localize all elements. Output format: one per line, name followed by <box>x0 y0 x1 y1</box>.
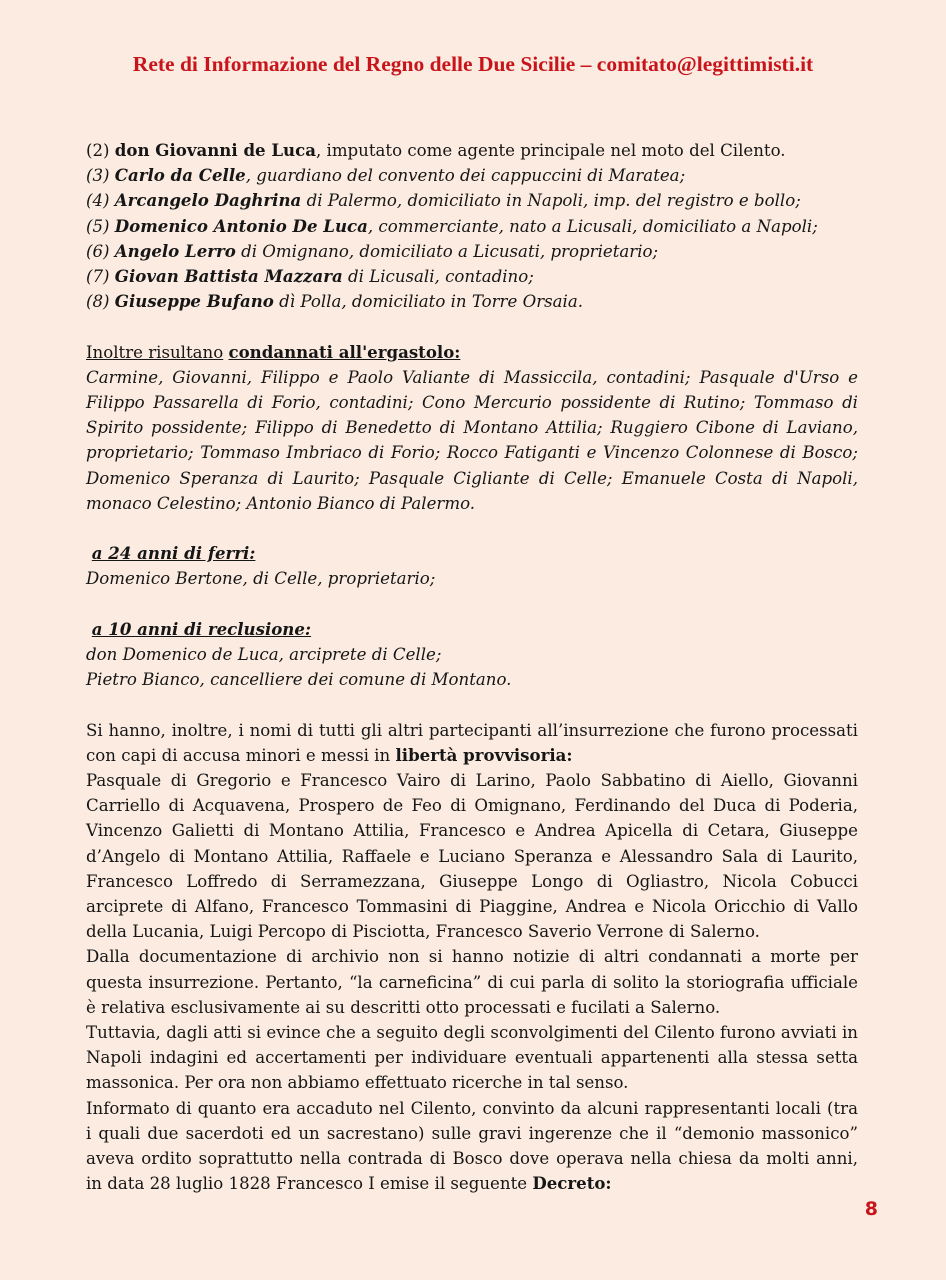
paragraph-decreto-text: Informato di quanto era accaduto nel Cilento, convinto da alcuni rappresentanti locali (tra i quali due sacerdoti ed un sacrestano) sulle gravi ingerenze che il “demonio massonico” aveva ordito soprattutto nella contrada di Bosco dove operava nella chiesa da molti anni, in data 28 luglio 1828 Francesco I emise il seguente <box>86 1098 858 1194</box>
ferri-heading <box>86 541 858 566</box>
paragraph-names: Pasquale di Gregorio e Francesco Vairo di Larino, Paolo Sabbatino di Aiello, Giovanni Carriello di Acquavena, Prospero de Feo di Omignano, Ferdinando del Duca di Poderia, Vincenzo Galietti di Montano Attilia, Francesco e Andrea Apicella di Cetara, Giuseppe d’Angelo di Montano Attilia, Raffaele e Luciano Speranza e Alessandro Sala di Laurito, Francesco Loffredo di Serramezzana, Giuseppe Longo di Ogliastro, Nicola Cobucci arciprete di Alfano, Francesco Tommasini di Piaggine, Andrea e Nicola Oricchio di Vallo della Lucania, Luigi Percopo di Pisciotta, Francesco Saverio Verrone di Salerno. <box>86 771 858 942</box>
person-desc: di Licusali, contadino; <box>342 267 534 287</box>
person-name: Giovan Battista Mazzara <box>114 266 343 287</box>
list-item-8 <box>86 289 858 314</box>
reclusione-heading <box>86 617 858 642</box>
reclusione-line-1: don Domenico de Luca, arciprete di Celle; <box>86 645 442 665</box>
person-desc: , imputato come agente principale nel moto del Cilento. <box>315 141 786 160</box>
list-item-3 <box>86 163 858 188</box>
paragraph-decreto <box>86 1096 858 1197</box>
item-number: (7) <box>86 267 115 287</box>
person-desc: di Palermo, domiciliato in Napoli, imp. del registro e bollo; <box>301 191 801 211</box>
item-number: (4) <box>86 191 115 211</box>
person-name: don Giovanni de Luca <box>114 140 316 160</box>
ferri-list: Domenico Bertone, di Celle, proprietario; <box>86 569 436 589</box>
page-header: Rete di Informazione del Regno delle Due Sicilie – comitato@legittimisti.it <box>132 52 814 76</box>
ergastolo-list: Carmine, Giovanni, Filippo e Paolo Valiante di Massiccila, contadini; Pasquale d'Urso e Filippo Passarella di Forio, contadini; Cono Mercurio possidente di Rutino; Tommaso di Spirito possidente; Filippo di Benedetto di Montano Attilia; Ruggiero Cibone di Laviano, proprietario; Tommaso Imbriaco di Forio; Rocco Fatiganti e Vincenzo Colonnese di Bosco; Domenico Speranza di Laurito; Pasquale Cigliante di Celle; Emanuele Costa di Napoli, monaco Celestino; Antonio Bianco di Palermo. <box>86 367 858 513</box>
list-item-5 <box>86 214 858 239</box>
paragraph-liberta <box>86 718 858 768</box>
list-item-4 <box>86 188 858 213</box>
ergastolo-heading <box>86 340 858 365</box>
item-number: (6) <box>86 241 115 261</box>
list-item-7 <box>86 264 858 289</box>
person-desc: dì Polla, domiciliato in Torre Orsaia. <box>273 292 584 312</box>
paragraph-archivio: Dalla documentazione di archivio non si hanno notizie di altri condannati a morte per questa insurrezione. Pertanto, “la carneficina” di cui parla di solito la storiografia ufficiale è relativa esclusivamente ai su descritti otto processati e fucilati a Salerno. <box>86 947 858 1017</box>
item-number: (2) <box>86 141 115 160</box>
person-name: Domenico Antonio De Luca <box>114 215 368 236</box>
item-number: (8) <box>86 292 115 312</box>
person-desc: , guardiano del convento dei cappuccini di Maratea; <box>245 166 686 186</box>
person-desc: , commerciante, nato a Licusali, domiciliato a Napoli; <box>367 216 818 236</box>
reclusione-line-2: Pietro Bianco, cancelliere dei comune di Montano. <box>86 670 512 690</box>
paragraph-liberta-bold: libertà provvisoria: <box>395 744 573 765</box>
paragraph-decreto-bold: Decreto: <box>532 1173 612 1194</box>
person-name: Arcangelo Daghrina <box>114 190 302 211</box>
ergastolo-intro: Inoltre risultano <box>86 342 224 362</box>
document-body <box>86 138 858 1196</box>
person-desc: di Omignano, domiciliato a Licusati, proprietario; <box>235 241 659 261</box>
item-number: (5) <box>86 216 115 236</box>
page-number: 8 <box>864 1198 878 1220</box>
item-number: (3) <box>86 166 115 186</box>
list-item-2 <box>86 138 858 163</box>
person-name: Giuseppe Bufano <box>114 291 274 312</box>
person-name: Carlo da Celle <box>114 165 246 186</box>
list-item-6 <box>86 239 858 264</box>
paragraph-liberta-text: Si hanno, inoltre, i nomi di tutti gli altri partecipanti all’insurrezione che furono processati con capi di accusa minori e messi in <box>86 720 858 765</box>
paragraph-indagini: Tuttavia, dagli atti si evince che a seguito degli sconvolgimenti del Cilento furono avviati in Napoli indagini ed accertamenti per individuare eventuali appartenenti alla stessa setta massonica. Per ora non abbiamo effettuato ricerche in tal senso. <box>86 1023 858 1093</box>
reclusione-title: a 10 anni di reclusione: <box>91 618 312 639</box>
ferri-title: a 24 anni di ferri: <box>91 543 256 564</box>
person-name: Angelo Lerro <box>114 240 236 261</box>
ergastolo-title: condannati all'ergastolo: <box>228 341 461 362</box>
